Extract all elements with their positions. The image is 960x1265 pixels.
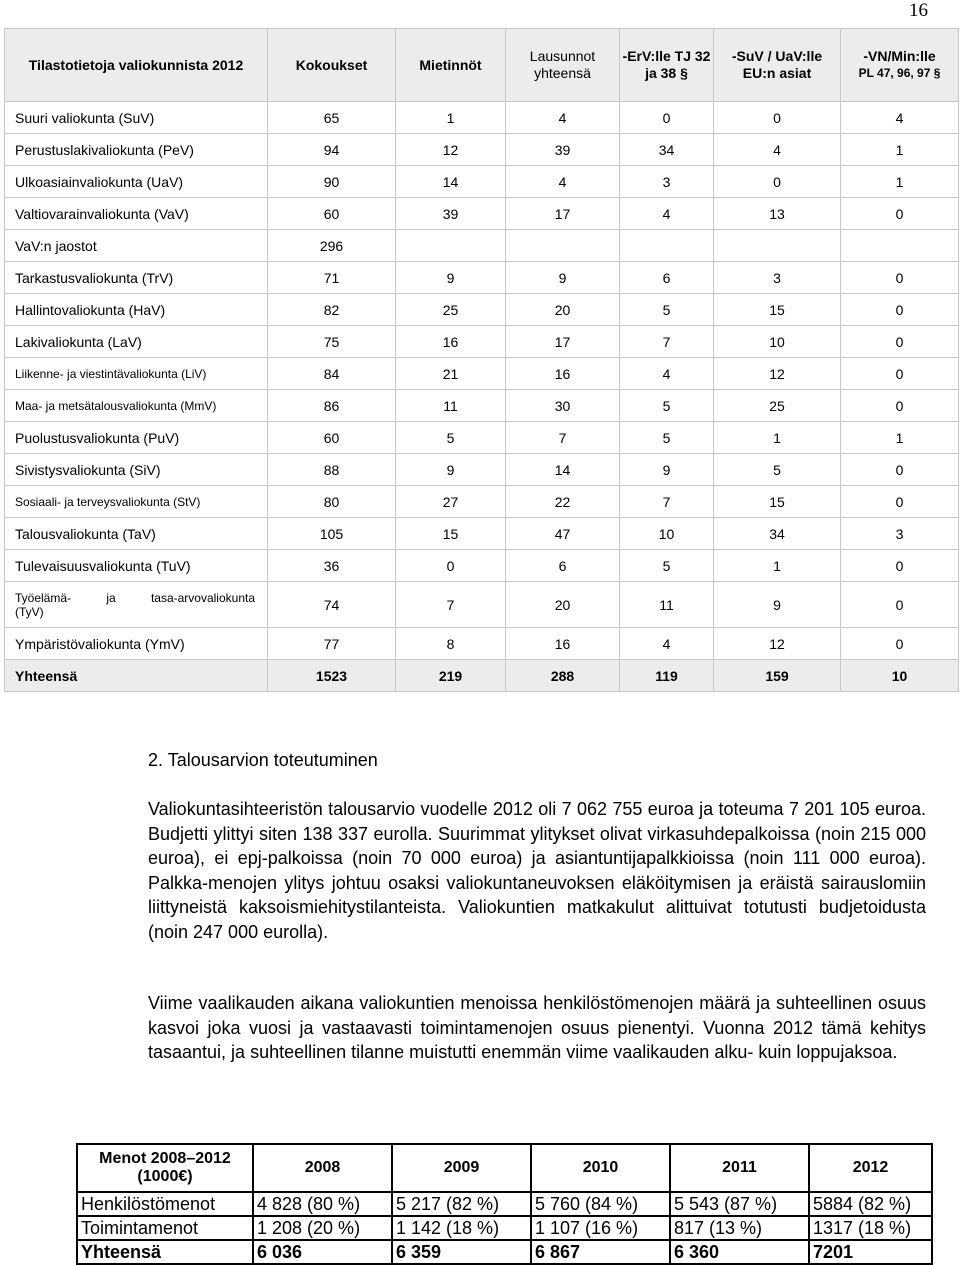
table-cell: 12 xyxy=(396,134,506,166)
table-cell: 5 760 (84 %) xyxy=(531,1192,670,1216)
table-cell: 6 xyxy=(506,550,620,582)
table-cell: 7 xyxy=(506,422,620,454)
table-cell: 1 xyxy=(714,422,841,454)
table-cell: 4 xyxy=(620,628,714,660)
table-row xyxy=(5,582,959,628)
table-cell: 5 xyxy=(620,422,714,454)
committee-statistics-table xyxy=(4,28,959,692)
table-row xyxy=(5,454,959,486)
table-cell: 9 xyxy=(396,262,506,294)
table-row xyxy=(5,518,959,550)
table-cell: 0 xyxy=(841,550,959,582)
table-cell: 6 867 xyxy=(531,1240,670,1264)
column-header xyxy=(841,29,959,102)
table-cell: 0 xyxy=(620,102,714,134)
table-cell: 5 xyxy=(620,390,714,422)
committee-name xyxy=(5,582,268,628)
table-cell: 4 xyxy=(506,102,620,134)
table-cell: 7 xyxy=(620,326,714,358)
total-label: Yhteensä xyxy=(5,660,268,692)
column-header: Lausunnot yhteensä xyxy=(506,29,620,102)
table-header-row xyxy=(77,1144,932,1192)
committee-name: Talousvaliokunta (TaV) xyxy=(5,518,268,550)
total-row xyxy=(5,660,959,692)
table-cell: 12 xyxy=(714,358,841,390)
table-cell: 27 xyxy=(396,486,506,518)
table-cell: 7201 xyxy=(809,1240,932,1264)
table-cell: 5 xyxy=(714,454,841,486)
expenses-table xyxy=(76,1143,933,1265)
table-row xyxy=(5,550,959,582)
table-cell: 14 xyxy=(396,166,506,198)
table-cell: 6 359 xyxy=(392,1240,531,1264)
table-cell: 20 xyxy=(506,582,620,628)
table-cell: 9 xyxy=(506,262,620,294)
table-row xyxy=(77,1192,932,1216)
table-cell: 0 xyxy=(714,166,841,198)
table-cell: 86 xyxy=(268,390,396,422)
table-cell: 4 xyxy=(841,102,959,134)
table-cell: 6 xyxy=(620,262,714,294)
column-header: Mietinnöt xyxy=(396,29,506,102)
table-cell: 0 xyxy=(841,582,959,628)
table-row xyxy=(5,102,959,134)
table-cell: 10 xyxy=(714,326,841,358)
expense-label: Henkilöstömenot xyxy=(77,1192,253,1216)
table-cell: 74 xyxy=(268,582,396,628)
table-cell: 75 xyxy=(268,326,396,358)
column-header: -ErV:lle TJ 32 ja 38 § xyxy=(620,29,714,102)
expense-label: Toimintamenot xyxy=(77,1216,253,1240)
committee-name: VaV:n jaostot xyxy=(5,230,268,262)
table-cell: 0 xyxy=(841,262,959,294)
table-cell: 25 xyxy=(396,294,506,326)
table-cell: 82 xyxy=(268,294,396,326)
committee-name: Liikenne- ja viestintävaliokunta (LiV) xyxy=(5,358,268,390)
table-cell: 80 xyxy=(268,486,396,518)
table-cell: 1 208 (20 %) xyxy=(253,1216,392,1240)
expenses-header-label: Menot 2008–2012 (1000€) xyxy=(77,1144,253,1192)
table-row xyxy=(5,134,959,166)
table-cell: 9 xyxy=(714,582,841,628)
table-cell: 14 xyxy=(506,454,620,486)
table-row xyxy=(5,422,959,454)
total-cell: 219 xyxy=(396,660,506,692)
committee-name-line xyxy=(15,591,267,605)
year-header: 2009 xyxy=(392,1144,531,1192)
table-cell: 1 xyxy=(841,422,959,454)
table-cell: 5 xyxy=(620,550,714,582)
table-cell: 94 xyxy=(268,134,396,166)
table-cell xyxy=(714,230,841,262)
table-cell: 77 xyxy=(268,628,396,660)
table-cell: 36 xyxy=(268,550,396,582)
table-cell: 0 xyxy=(841,358,959,390)
table-cell: 1 xyxy=(841,134,959,166)
table-cell: 16 xyxy=(506,628,620,660)
table-row xyxy=(5,166,959,198)
table-row xyxy=(5,628,959,660)
column-header-subtitle: PL 47, 96, 97 § xyxy=(858,66,941,80)
table-cell: 65 xyxy=(268,102,396,134)
committee-name: Ympäristövaliokunta (YmV) xyxy=(5,628,268,660)
table-cell: 15 xyxy=(396,518,506,550)
committee-name-word: ja xyxy=(106,590,116,605)
table-cell: 9 xyxy=(396,454,506,486)
table-row xyxy=(5,390,959,422)
table-cell: 105 xyxy=(268,518,396,550)
table-cell: 8 xyxy=(396,628,506,660)
table-row xyxy=(77,1216,932,1240)
table-cell: 5884 (82 %) xyxy=(809,1192,932,1216)
table-cell: 4 xyxy=(506,166,620,198)
table-cell: 5 xyxy=(396,422,506,454)
table-cell: 60 xyxy=(268,198,396,230)
table-cell: 25 xyxy=(714,390,841,422)
committee-name: Sosiaali- ja terveysvaliokunta (StV) xyxy=(5,486,268,518)
table-cell: 22 xyxy=(506,486,620,518)
table-cell: 16 xyxy=(396,326,506,358)
table-cell: 9 xyxy=(620,454,714,486)
table-cell: 90 xyxy=(268,166,396,198)
table-cell: 13 xyxy=(714,198,841,230)
table-cell: 5 217 (82 %) xyxy=(392,1192,531,1216)
committee-name: Valtiovarainvaliokunta (VaV) xyxy=(5,198,268,230)
table-cell: 12 xyxy=(714,628,841,660)
table-cell: 34 xyxy=(620,134,714,166)
table-cell: 1 107 (16 %) xyxy=(531,1216,670,1240)
table-cell: 1317 (18 %) xyxy=(809,1216,932,1240)
table-cell: 11 xyxy=(620,582,714,628)
table-cell: 84 xyxy=(268,358,396,390)
year-header: 2010 xyxy=(531,1144,670,1192)
table-cell: 6 360 xyxy=(670,1240,809,1264)
committee-name: Maa- ja metsätalousvaliokunta (MmV) xyxy=(5,390,268,422)
table-cell: 39 xyxy=(396,198,506,230)
table-cell: 0 xyxy=(841,454,959,486)
table-cell: 0 xyxy=(841,628,959,660)
table-cell: 60 xyxy=(268,422,396,454)
table-cell: 21 xyxy=(396,358,506,390)
table-header-row xyxy=(5,29,959,102)
committee-name: Sivistysvaliokunta (SiV) xyxy=(5,454,268,486)
table-cell: 4 xyxy=(620,358,714,390)
table-cell: 15 xyxy=(714,294,841,326)
table-cell: 0 xyxy=(841,326,959,358)
table-row xyxy=(5,230,959,262)
section-heading: 2. Talousarvion toteutuminen xyxy=(148,750,378,770)
table-cell: 4 xyxy=(620,198,714,230)
total-cell: 10 xyxy=(841,660,959,692)
table-cell: 0 xyxy=(396,550,506,582)
column-header: Tilastotietoja valiokunnista 2012 xyxy=(5,29,268,102)
table-cell: 15 xyxy=(714,486,841,518)
column-header-title: -VN/Min:lle xyxy=(863,48,936,64)
total-cell: 119 xyxy=(620,660,714,692)
table-cell: 1 xyxy=(841,166,959,198)
total-row xyxy=(77,1240,932,1264)
table-row xyxy=(5,326,959,358)
table-row xyxy=(5,294,959,326)
table-cell: 6 036 xyxy=(253,1240,392,1264)
year-header: 2012 xyxy=(809,1144,932,1192)
table-cell: 1 142 (18 %) xyxy=(392,1216,531,1240)
committee-name: Tulevaisuusvaliokunta (TuV) xyxy=(5,550,268,582)
table-cell: 817 (13 %) xyxy=(670,1216,809,1240)
trend-paragraph: Viime vaalikauden aikana valiokuntien menoissa henkilöstömenojen määrä ja suhteellinen osuus kasvoi joka vuosi ja vastaavasti toimintamenojen osuus pienentyi. Vuonna 2012 tämä kehitys tasaantui, ja suhteellinen tilanne muistutti enemmän viime vaalikauden alku- kuin loppujaksoa. xyxy=(148,993,926,1062)
table-cell xyxy=(396,230,506,262)
table-cell: 88 xyxy=(268,454,396,486)
table-cell: 4 828 (80 %) xyxy=(253,1192,392,1216)
committee-name: Lakivaliokunta (LaV) xyxy=(5,326,268,358)
table-cell xyxy=(620,230,714,262)
table-cell: 20 xyxy=(506,294,620,326)
committee-name-word: Työelämä- xyxy=(15,590,72,605)
column-header: -SuV / UaV:lle EU:n asiat xyxy=(714,29,841,102)
table-cell: 34 xyxy=(714,518,841,550)
table-row xyxy=(5,358,959,390)
table-cell: 0 xyxy=(841,390,959,422)
table-cell: 17 xyxy=(506,198,620,230)
table-cell: 16 xyxy=(506,358,620,390)
table-row xyxy=(5,198,959,230)
table-cell xyxy=(841,230,959,262)
table-cell: 10 xyxy=(620,518,714,550)
table-cell: 1 xyxy=(396,102,506,134)
table-row xyxy=(5,486,959,518)
committee-name: Puolustusvaliokunta (PuV) xyxy=(5,422,268,454)
column-header: Kokoukset xyxy=(268,29,396,102)
committee-name-line: (TyV) xyxy=(15,604,44,619)
committee-name: Suuri valiokunta (SuV) xyxy=(5,102,268,134)
table-cell xyxy=(506,230,620,262)
table-cell: 3 xyxy=(841,518,959,550)
table-cell: 47 xyxy=(506,518,620,550)
table-cell: 7 xyxy=(620,486,714,518)
page-number: 16 xyxy=(909,0,928,21)
table-cell: 5 xyxy=(620,294,714,326)
committee-name: Perustuslakivaliokunta (PeV) xyxy=(5,134,268,166)
table-cell: 30 xyxy=(506,390,620,422)
total-cell: 159 xyxy=(714,660,841,692)
table-cell: 3 xyxy=(714,262,841,294)
committee-name-word: tasa-arvovaliokunta xyxy=(150,590,255,605)
table-row xyxy=(5,262,959,294)
table-cell: 0 xyxy=(841,294,959,326)
table-cell: 0 xyxy=(841,198,959,230)
committee-name: Ulkoasiainvaliokunta (UaV) xyxy=(5,166,268,198)
total-cell: 288 xyxy=(506,660,620,692)
year-header: 2008 xyxy=(253,1144,392,1192)
committee-name: Hallintovaliokunta (HaV) xyxy=(5,294,268,326)
expense-label: Yhteensä xyxy=(77,1240,253,1264)
table-cell: 3 xyxy=(620,166,714,198)
table-cell: 296 xyxy=(268,230,396,262)
table-cell: 11 xyxy=(396,390,506,422)
table-cell: 17 xyxy=(506,326,620,358)
table-cell: 39 xyxy=(506,134,620,166)
committee-name: Tarkastusvaliokunta (TrV) xyxy=(5,262,268,294)
table-cell: 7 xyxy=(396,582,506,628)
table-cell: 0 xyxy=(841,486,959,518)
year-header: 2011 xyxy=(670,1144,809,1192)
table-cell: 5 543 (87 %) xyxy=(670,1192,809,1216)
total-cell: 1523 xyxy=(268,660,396,692)
table-cell: 1 xyxy=(714,550,841,582)
table-cell: 0 xyxy=(714,102,841,134)
table-cell: 4 xyxy=(714,134,841,166)
budget-paragraph: Valiokuntasihteeristön talousarvio vuodelle 2012 oli 7 062 755 euroa ja toteuma 7 201 105 euroa. Budjetti ylittyi siten 138 337 eurolla. Suurimmat ylitykset olivat virkasuhdepalkoissa (noin 215 000 euroa), ei epj-palkoissa (noin 70 000 euroa) ja asiantuntijapalkkioissa (noin 111 000 euroa). Palkka-menojen ylitys johtuu osaksi valiokuntaneuvoksen eläköitymisen ja eräistä sairauslomiin liittyneistä kaksoismiehitystilanteista. Valiokuntien matkakulut alittuivat totutusti budjetoidusta (noin 247 000 eurolla). xyxy=(148,799,926,942)
table-cell: 71 xyxy=(268,262,396,294)
